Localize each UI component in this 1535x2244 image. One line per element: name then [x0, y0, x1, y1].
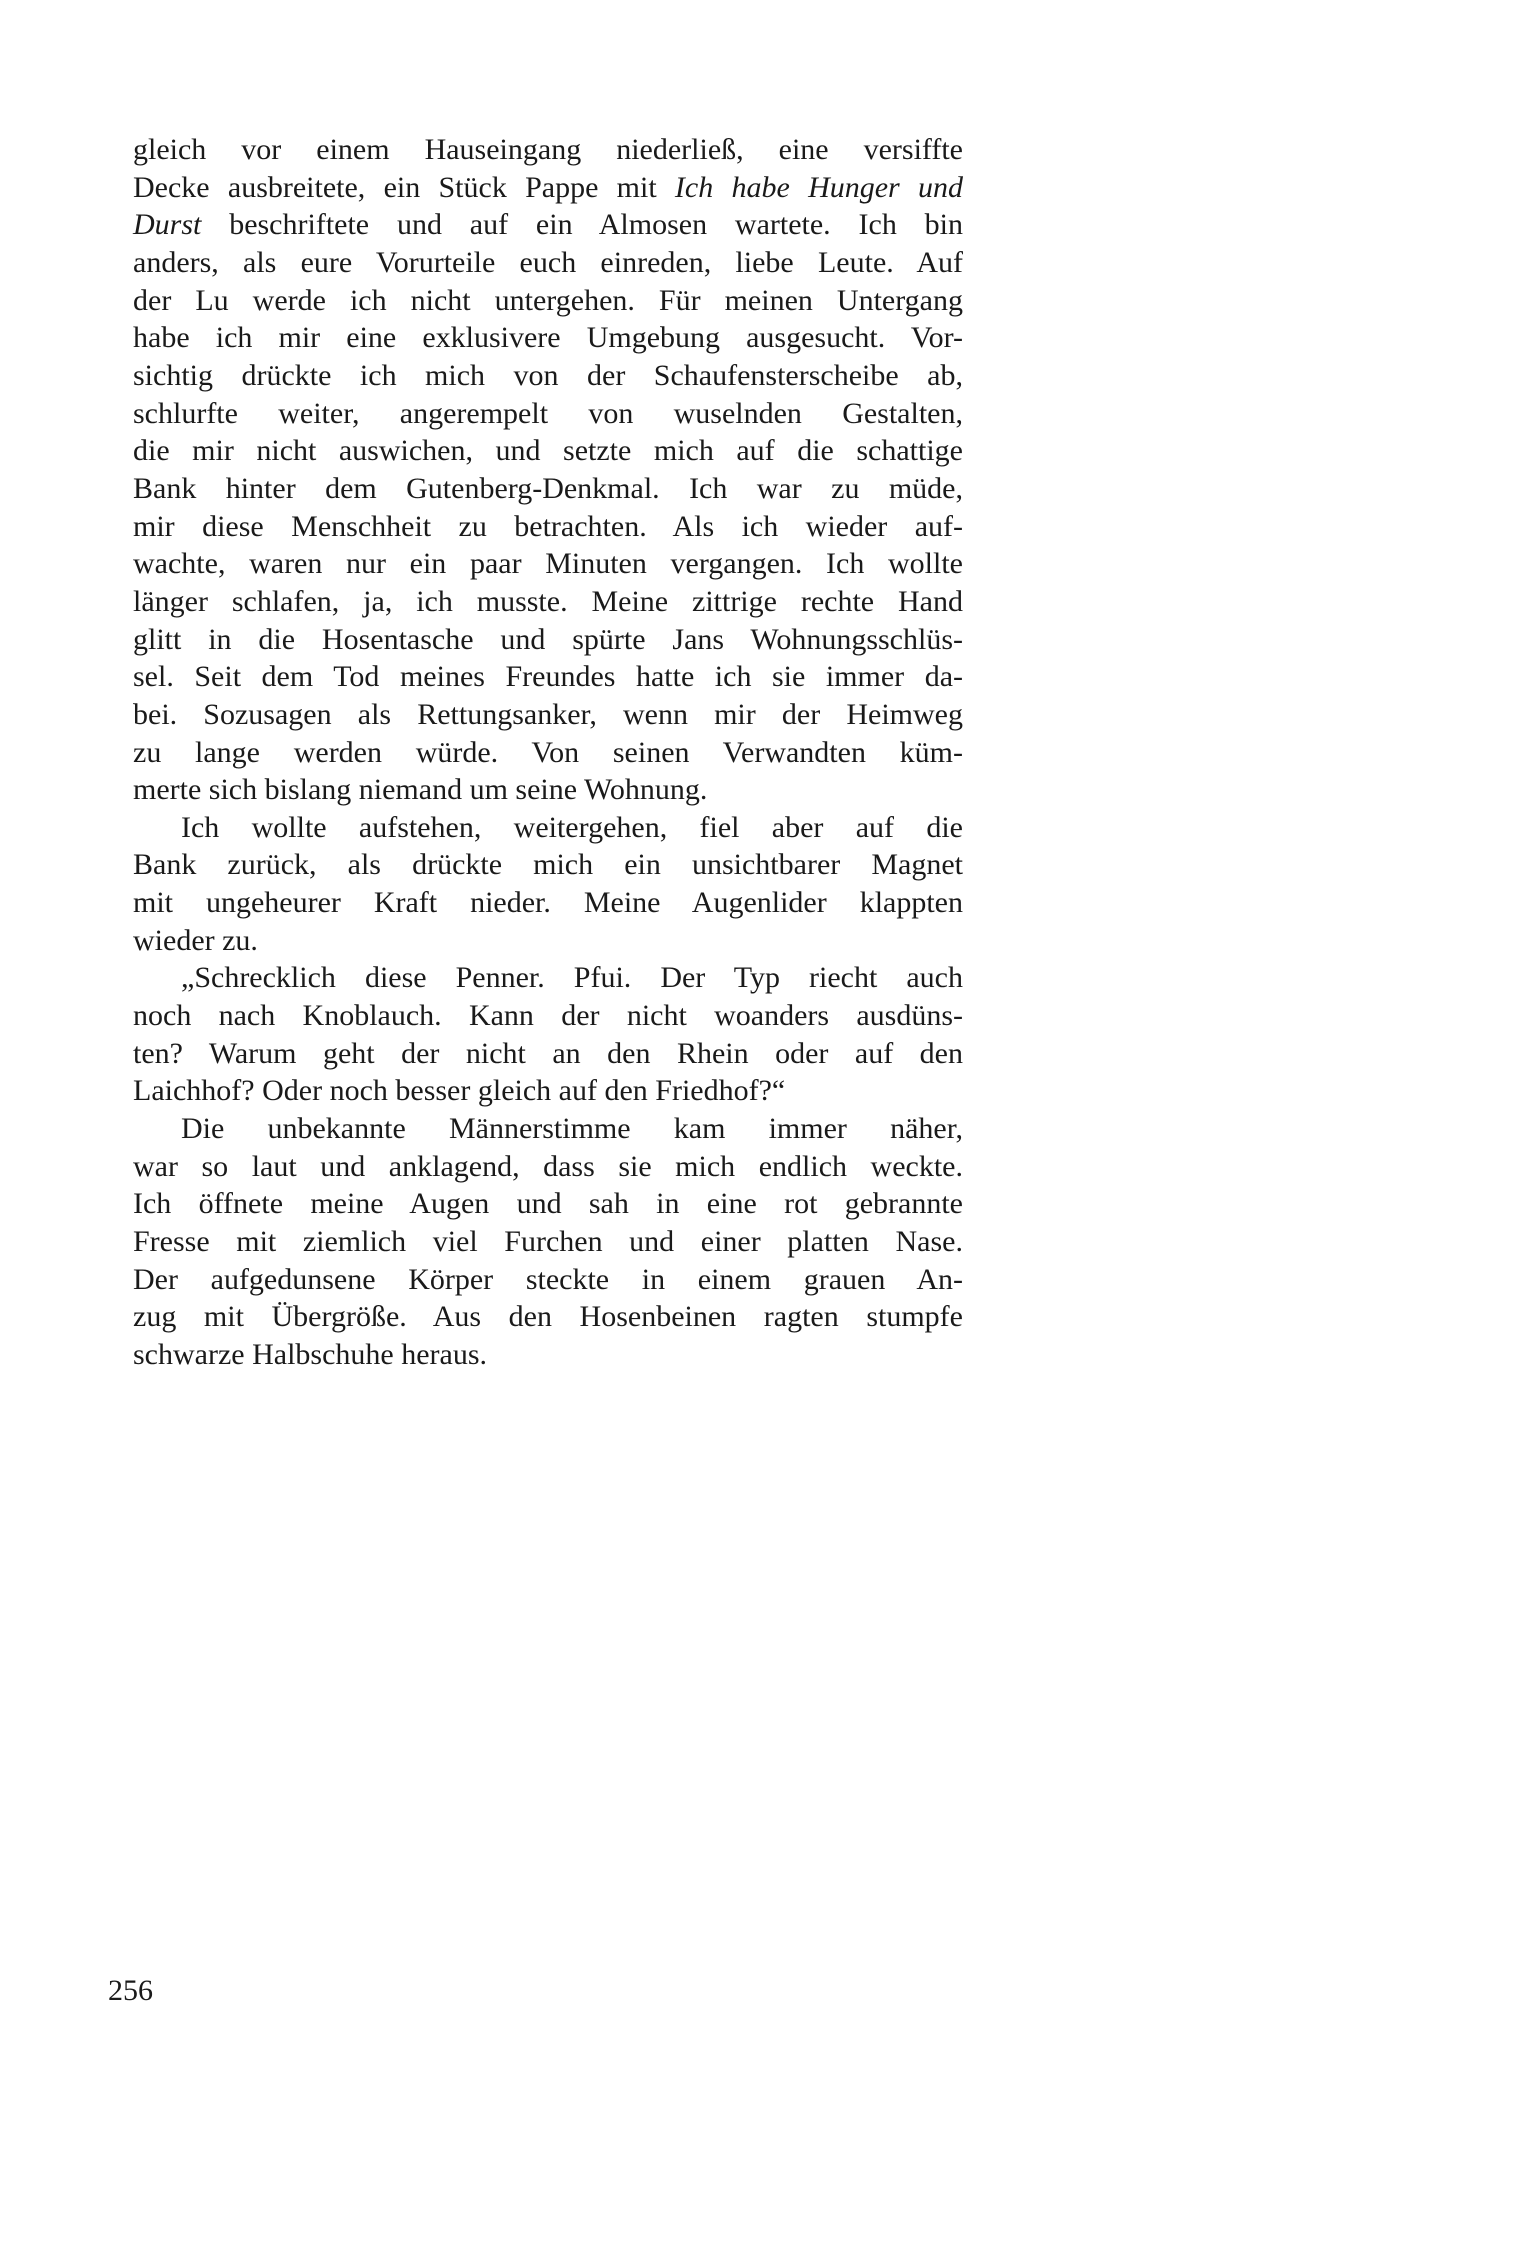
text-segment: „Schrecklich diese Penner. Pfui. Der Typ riecht auch — [181, 961, 963, 995]
text-line — [133, 658, 963, 696]
text-segment: mir diese Menschheit zu betrachten. Als ich wieder auf- — [133, 509, 963, 543]
italic-text-segment: Durst — [133, 208, 202, 242]
text-segment: zu lange werden würde. Von seinen Verwandten küm- — [133, 735, 963, 769]
text-line — [133, 1035, 963, 1073]
text-line — [133, 884, 963, 922]
text-segment: wieder zu. — [133, 923, 258, 957]
text-segment: mit ungeheurer Kraft nieder. Meine Augenlider klappten — [133, 886, 963, 920]
text-segment: der Lu werde ich nicht untergehen. Für meinen Untergang — [133, 283, 963, 317]
text-line — [133, 1185, 963, 1223]
text-segment: zug mit Übergröße. Aus den Hosenbeinen ragten stumpfe — [133, 1300, 963, 1334]
text-segment: die mir nicht auswichen, und setzte mich auf die schattige — [133, 434, 963, 468]
text-segment: glitt in die Hosentasche und spürte Jans Wohnungsschlüs- — [133, 622, 963, 656]
text-segment: Decke ausbreitete, ein Stück Pappe mit — [133, 170, 675, 204]
text-segment: Bank hinter dem Gutenberg-Denkmal. Ich war zu müde, — [133, 471, 963, 505]
text-segment: länger schlafen, ja, ich musste. Meine zittrige rechte Hand — [133, 584, 963, 618]
text-segment: war so laut und anklagend, dass sie mich endlich weckte. — [133, 1149, 963, 1183]
text-line — [133, 734, 963, 772]
text-segment: habe ich mir eine exklusivere Umgebung ausgesucht. Vor- — [133, 321, 963, 355]
text-line — [133, 206, 963, 244]
text-line — [133, 997, 963, 1035]
text-line — [133, 1261, 963, 1299]
text-segment: Bank zurück, als drückte mich ein unsichtbarer Magnet — [133, 848, 963, 882]
text-line — [133, 432, 963, 470]
text-line — [133, 846, 963, 884]
text-line — [133, 282, 963, 320]
text-segment: sel. Seit dem Tod meines Freundes hatte ich sie immer da- — [133, 660, 963, 694]
text-line — [133, 1298, 963, 1336]
text-line — [133, 319, 963, 357]
text-line — [133, 244, 963, 282]
text-segment: gleich vor einem Hauseingang niederließ, eine versiffte — [133, 133, 963, 166]
text-line — [133, 771, 963, 809]
text-line — [133, 1072, 963, 1110]
text-line — [133, 809, 963, 847]
text-line — [133, 470, 963, 508]
text-line — [133, 696, 963, 734]
text-line — [133, 1336, 963, 1374]
text-line — [133, 583, 963, 621]
text-line — [133, 508, 963, 546]
text-line — [133, 545, 963, 583]
text-line — [133, 959, 963, 997]
text-line — [133, 357, 963, 395]
text-segment: anders, als eure Vorurteile euch einreden, liebe Leute. Auf — [133, 245, 963, 279]
text-segment: Der aufgedunsene Körper steckte in einem grauen An- — [133, 1262, 963, 1296]
text-line — [133, 169, 963, 207]
page-text — [133, 131, 963, 1374]
text-line — [133, 1148, 963, 1186]
text-segment: Fresse mit ziemlich viel Furchen und einer platten Nase. — [133, 1225, 963, 1259]
text-segment: Die unbekannte Männerstimme kam immer näher, — [181, 1112, 963, 1146]
text-line — [133, 1110, 963, 1148]
text-line — [133, 131, 963, 169]
text-segment: schlurfte weiter, angerempelt von wuselnden Gestalten, — [133, 396, 963, 430]
text-segment: Ich wollte aufstehen, weitergehen, fiel aber auf die — [181, 810, 963, 844]
text-segment: ten? Warum geht der nicht an den Rhein oder auf den — [133, 1036, 963, 1070]
text-line — [133, 1223, 963, 1261]
text-segment: sichtig drückte ich mich von der Schaufensterscheibe ab, — [133, 358, 963, 392]
text-line — [133, 395, 963, 433]
italic-text-segment: Ich habe Hunger und — [674, 170, 963, 204]
text-segment: bei. Sozusagen als Rettungsanker, wenn mir der Heimweg — [133, 697, 963, 731]
text-segment: Ich öffnete meine Augen und sah in eine rot gebrannte — [133, 1187, 963, 1221]
page-number: 256 — [108, 1974, 153, 2007]
text-segment: noch nach Knoblauch. Kann der nicht woanders ausdüns- — [133, 999, 963, 1033]
text-segment: beschriftete und auf ein Almosen wartete. Ich bin — [201, 208, 963, 242]
text-segment: schwarze Halbschuhe heraus. — [133, 1338, 488, 1371]
text-line — [133, 922, 963, 960]
text-segment: merte sich bislang niemand um seine Wohnung. — [133, 773, 708, 807]
text-segment: wachte, waren nur ein paar Minuten vergangen. Ich wollte — [133, 547, 963, 581]
text-segment: Laichhof? Oder noch besser gleich auf den Friedhof?“ — [133, 1074, 786, 1108]
text-line — [133, 621, 963, 659]
